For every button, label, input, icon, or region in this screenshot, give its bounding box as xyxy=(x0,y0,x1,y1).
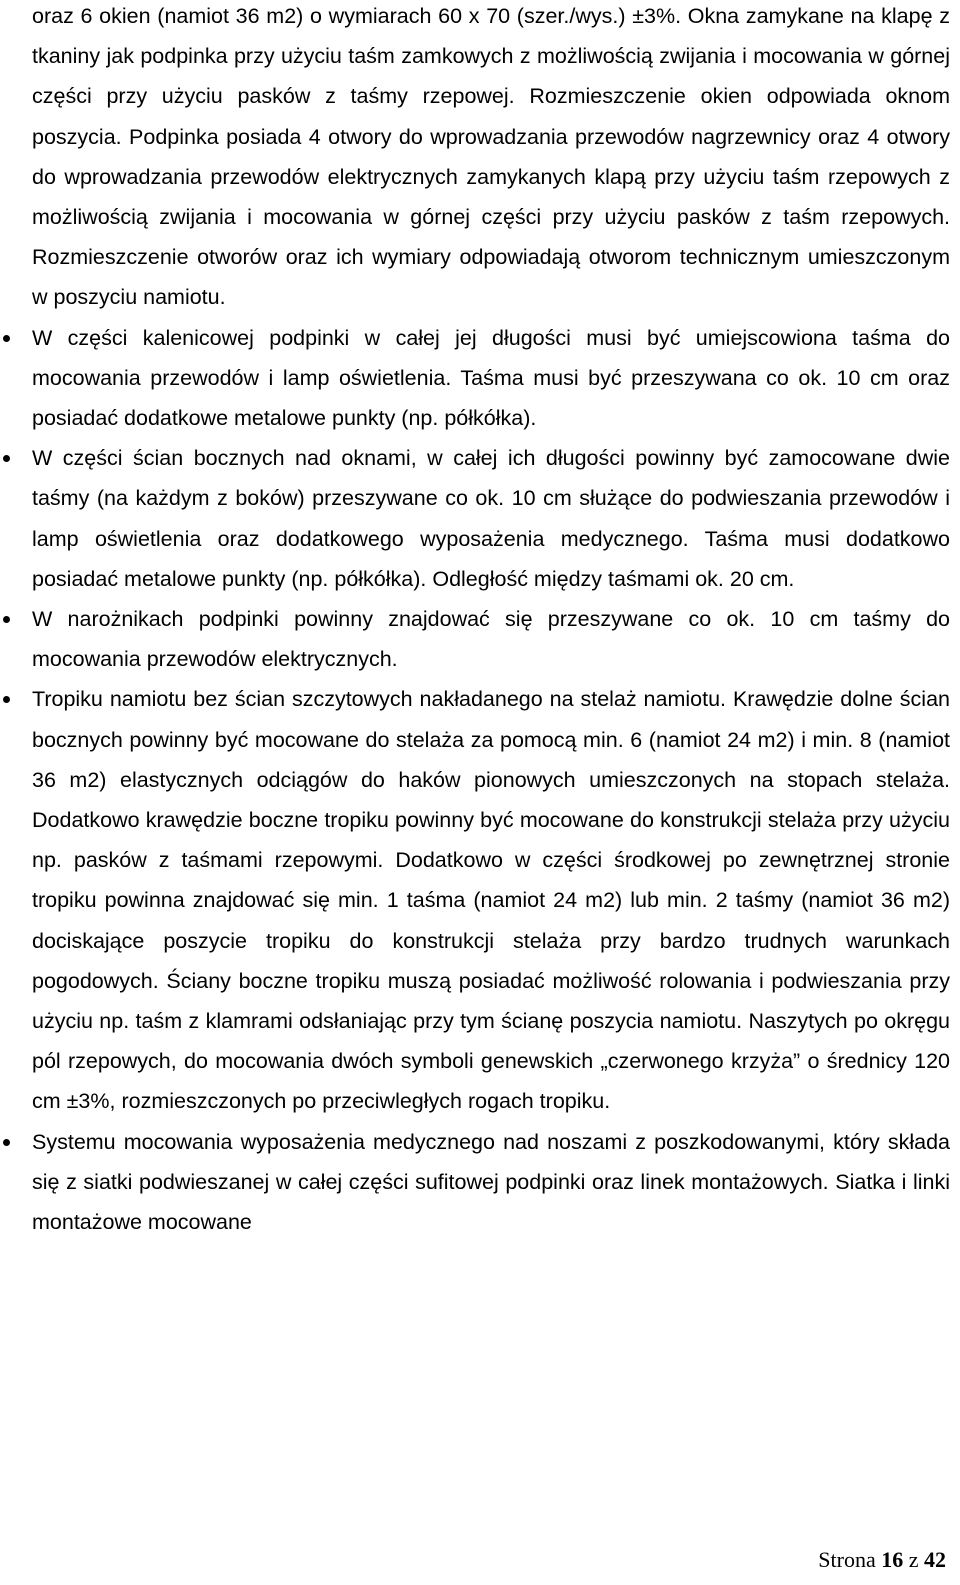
list-item xyxy=(32,438,950,599)
list-item-text: W części kalenicowej podpinki w całej jej długości musi być umiejscowiona taśma do mocowania przewodów i lamp oświetlenia. Taśma musi być przeszywana co ok. 10 cm oraz posiadać dodatkowe metalowe punkty (np. półkółka). xyxy=(32,325,950,431)
bullet-icon xyxy=(3,696,10,703)
list-item-text: W narożnikach podpinki powinny znajdować się przeszywane co ok. 10 cm taśmy do mocowania przewodów elektrycznych. xyxy=(32,607,950,672)
list-item-text: W części ścian bocznych nad oknami, w całej ich długości powinny być zamocowane dwie taśmy (na każdym z boków) przeszywane co ok. 10 cm służące do podwieszania przewodów i lamp oświetlenia oraz dodatkowego wyposażenia medycznego. Taśma musi dodatkowo posiadać metalowe punkty (np. półkółka). Odległość między taśmami ok. 20 cm. xyxy=(32,446,950,591)
page-footer xyxy=(818,1545,946,1575)
bullet-icon xyxy=(3,335,10,342)
list-item xyxy=(32,679,950,1121)
bullet-list xyxy=(32,318,950,1243)
bullet-icon xyxy=(3,455,10,462)
intro-paragraph: oraz 6 okien (namiot 36 m2) o wymiarach 60 x 70 (szer./wys.) ±3%. Okna zamykane na klapę z tkaniny jak podpinka przy użyciu taśm zamkowych z możliwością zwijania i mocowania w górnej części przy użyciu pasków z taśmy rzepowej. Rozmieszczenie okien odpowiada oknom poszycia. Podpinka posiada 4 otwory do wprowadzania przewodów nagrzewnicy oraz 4 otwory do wprowadzania przewodów elektrycznych zamykanych klapą przy użyciu taśm rzepowych z możliwością zwijania i mocowania w górnej części przy użyciu pasków z taśm rzepowych. Rozmieszczenie otworów oraz ich wymiary odpowiadają otworom technicznym umieszczonym w poszyciu namiotu. xyxy=(32,4,950,310)
bullet-icon xyxy=(3,1139,10,1146)
page-separator: z xyxy=(908,1547,919,1572)
list-item-text: Tropiku namiotu bez ścian szczytowych nakładanego na stelaż namiotu. Krawędzie dolne ścian bocznych powinny być mocowane do stelaża za pomocą min. 6 (namiot 24 m2) i min. 8 (namiot 36 m2) elastycznych odciągów do haków pionowych umieszczonych na stopach stelaża. Dodatkowo krawędzie boczne tropiku powinny być mocowane do konstrukcji stelaża przy użyciu np. pasków z taśmami rzepowymi. Dodatkowo w części środkowej po zewnętrznej stronie tropiku powinna znajdować się min. 1 taśma (namiot 24 m2) lub min. 2 taśmy (namiot 36 m2) dociskające poszycie tropiku do konstrukcji stelaża przy bardzo trudnych warunkach pogodowych. Ściany boczne tropiku muszą posiadać możliwość rolowania i podwieszania przy użyciu np. taśm z klamrami odsłaniając przy tym ścianę poszycia namiotu. Naszytych po okręgu pól rzepowych, do mocowania dwóch symboli genewskich „czerwonego krzyża” o średnicy 120 cm ±3%, rozmieszczonych po przeciwległych rogach tropiku. xyxy=(32,687,950,1114)
list-item xyxy=(32,599,950,679)
list-item xyxy=(32,1122,950,1243)
total-pages-number: 42 xyxy=(924,1547,946,1572)
body-text xyxy=(32,0,950,1242)
list-item-text: Systemu mocowania wyposażenia medycznego nad noszami z poszkodowanymi, który składa się z siatki podwieszanej w całej części sufitowej podpinki oraz linek montażowych. Siatka i linki montażowe mocowane xyxy=(32,1129,950,1235)
bullet-icon xyxy=(3,616,10,623)
list-item xyxy=(32,318,950,439)
page-label: Strona xyxy=(818,1547,876,1572)
current-page-number: 16 xyxy=(881,1547,904,1572)
